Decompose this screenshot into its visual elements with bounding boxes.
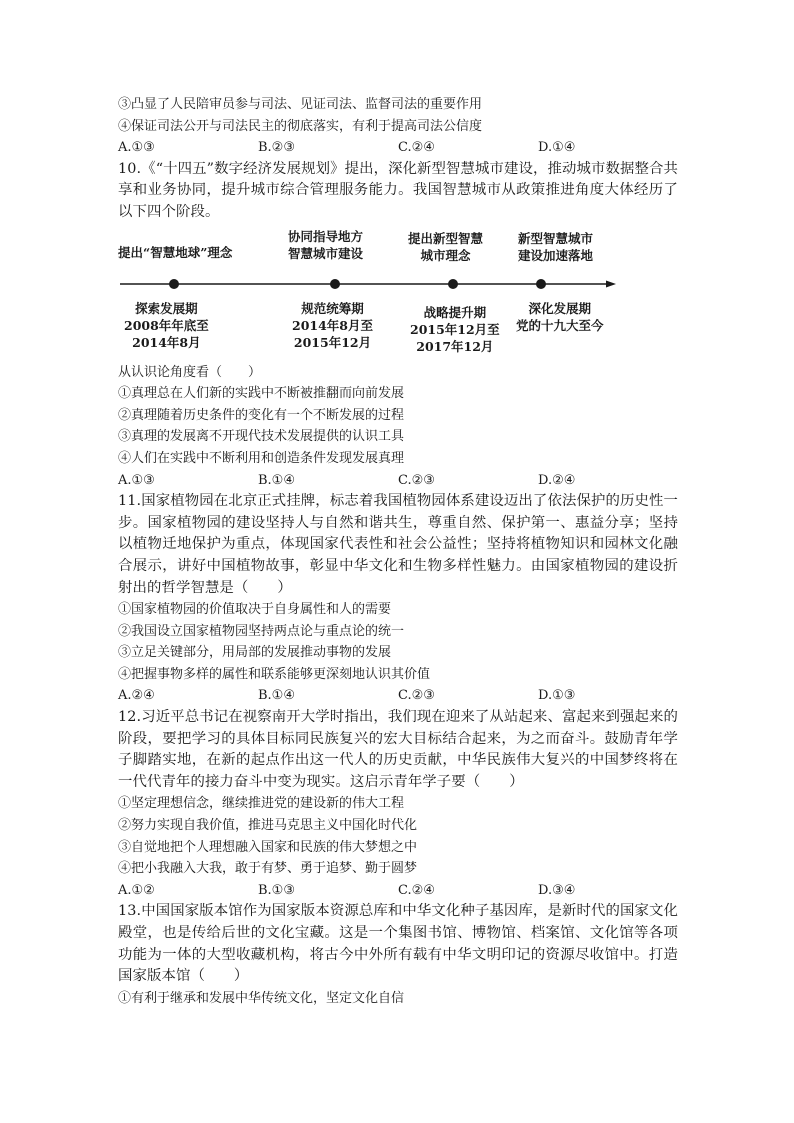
q11-options: [118, 685, 678, 707]
question-9-tail: [118, 94, 678, 159]
timeline-top-4: 新型智慧城市 建设加速落地: [518, 230, 594, 263]
q11-option-b[interactable]: B.①④: [258, 688, 295, 704]
q10-option-b[interactable]: B.①④: [258, 472, 295, 488]
timeline-bottom-2: 规范统筹期 2014年8月至 2015年12月: [292, 300, 373, 350]
q11-option-d[interactable]: D.①③: [538, 688, 576, 704]
q12-option-b[interactable]: B.①③: [258, 882, 295, 898]
exam-page: [118, 94, 678, 1009]
q12-option-c[interactable]: C.②④: [398, 882, 435, 898]
q13-stem: 13.中国国家版本馆作为国家版本资源总库和中华文化种子基因库，是新时代的国家文化殿堂，也是传给后世的文化宝藏。这是一个集图书馆、博物馆、档案馆、文化馆等各项功能为一体的大型收藏机构，将古今中外所有载有中华文明印记的资源尽收馆中。打造国家版本馆（ ）: [118, 903, 678, 985]
timeline-top-3: 提出新型智慧 城市理念: [408, 230, 484, 263]
q12-option-d[interactable]: D.③④: [538, 882, 576, 898]
q10-item-3: ③真理的发展离不开现代技术发展提供的认识工具: [118, 429, 405, 445]
q11-option-c[interactable]: C.②③: [398, 688, 435, 704]
timeline-bottom-3: 战略提升期 2015年12月至 2017年12月: [410, 304, 500, 354]
q11-item-3: ③立足关键部分，用局部的发展推动事物的发展: [118, 645, 392, 661]
q12-item-1: ①坚定理想信念，继续推进党的建设新的伟大工程: [118, 796, 405, 812]
q10-item-2: ②真理随着历史条件的变化有一个不断发展的过程: [118, 407, 405, 423]
q11-stem: 11.国家植物园在北京正式挂牌，标志着我国植物园体系建设迈出了依法保护的历史性一步。国家植物园的建设坚持人与自然和谐共生，尊重自然、保护第一、惠益分享；坚持以植物迁地保护为重点，体现国家代表性和社会公益性；坚持将植物知识和园林文化融合展示，讲好中国植物故事，彰显中华文化和生物多样性魅力。由国家植物园的建设折射出的哲学智慧是（ ）: [118, 493, 678, 596]
timeline-dot-3: [448, 279, 458, 289]
q10-option-c[interactable]: C.②③: [398, 472, 435, 488]
q9-option-a[interactable]: A.①③: [118, 140, 155, 156]
q13-item-1: ①有利于继承和发展中华传统文化，坚定文化自信: [118, 990, 405, 1006]
q10-options: [118, 470, 678, 492]
q10-option-d[interactable]: D.②④: [538, 472, 576, 488]
q11-item-2: ②我国设立国家植物园坚持两点论与重点论的统一: [118, 623, 405, 639]
q9-option-b[interactable]: B.②③: [258, 140, 295, 156]
q12-stem: 12.习近平总书记在视察南开大学时指出，我们现在迎来了从站起来、富起来到强起来的阶段，要把学习的具体目标同民族复兴的宏大目标结合起来，为之而奋斗。鼓励青年学子脚踏实地，在新的起点作出这一代人的历史贡献，中华民族伟大复兴的中国梦终将在一代代青年的接力奋斗中变为现实。这启示青年学子要（ ）: [118, 709, 678, 790]
q9-item-3: ③凸显了人民陪审员参与司法、见证司法、监督司法的重要作用: [118, 97, 483, 112]
question-10: [118, 159, 678, 491]
timeline-dot-2: [330, 279, 340, 289]
timeline-bottom-4: 深化发展期 党的十九大至今: [516, 300, 604, 333]
q9-option-c[interactable]: C.②④: [398, 140, 435, 156]
q12-item-3: ③自觉地把个人理想融入国家和民族的伟大梦想之中: [118, 839, 418, 855]
timeline-dot-4: [536, 279, 546, 289]
timeline-arrow: [606, 280, 616, 287]
timeline-bottom-1: 探索发展期 2008年年底至 2014年8月: [124, 300, 209, 350]
q10-prompt: 从认识论角度看（ ）: [118, 364, 262, 380]
question-12: [118, 707, 678, 901]
q10-stem: 10.《“十四五”数字经济发展规划》提出，深化新型智慧城市建设，推动城市数据整合共享和业务协同，提升城市综合管理服务能力。我国智慧城市从政策推进角度大体经历了以下四个阶段。: [118, 160, 678, 220]
q10-item-4: ④人们在实践中不断利用和创造条件发现发展真理: [118, 450, 405, 466]
q11-item-4: ④把握事物多样的属性和联系能够更深刻地认识其价值: [118, 666, 431, 682]
q11-option-a[interactable]: A.②④: [118, 688, 155, 704]
q10-timeline-figure: [118, 226, 678, 362]
q10-option-a[interactable]: A.①③: [118, 472, 155, 488]
q10-item-1: ①真理总在人们新的实践中不断被推翻而向前发展: [118, 386, 405, 402]
q11-item-1: ①国家植物园的价值取决于自身属性和人的需要: [118, 602, 392, 618]
q12-item-4: ④把小我融入大我，敢于有梦、勇于追梦、勤于圆梦: [118, 861, 418, 877]
q12-item-2: ②努力实现自我价值，推进马克思主义中国化时代化: [118, 818, 418, 834]
timeline-dot-1: [169, 279, 179, 289]
q9-option-d[interactable]: D.①④: [538, 140, 576, 156]
question-13: [118, 901, 678, 1009]
q9-item-4: ④保证司法公开与司法民主的彻底落实，有利于提高司法公信度: [118, 118, 483, 134]
timeline-top-2: 协同指导地方 智慧城市建设: [288, 228, 364, 261]
q12-options: [118, 880, 678, 902]
q9-options: [118, 137, 678, 159]
question-11: [118, 491, 678, 707]
timeline-top-1: 提出“智慧地球”理念: [118, 244, 233, 260]
q12-option-a[interactable]: A.①②: [118, 882, 155, 898]
